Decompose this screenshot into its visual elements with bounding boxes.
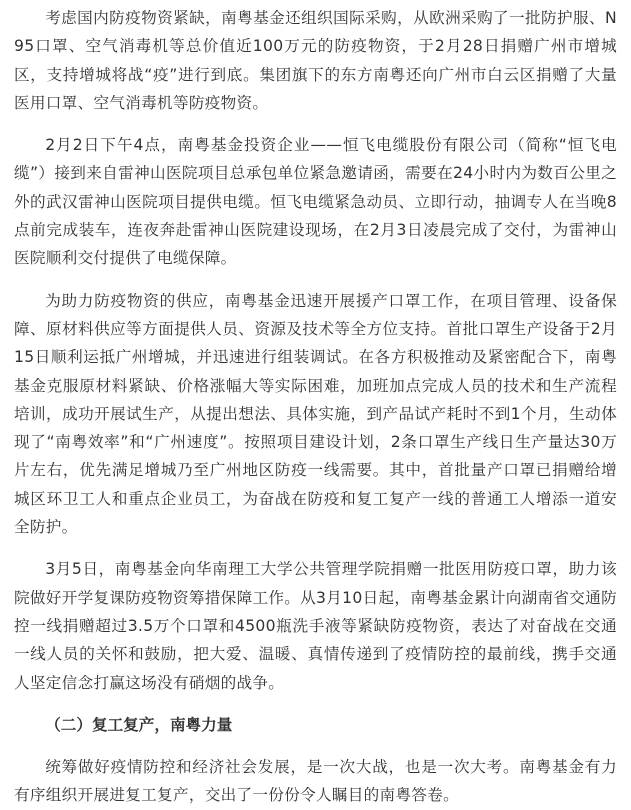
paragraph-closing: 统筹做好疫情防控和经济社会发展，是一次大战，也是一次大考。南粤基金有力有序组织开展进复工复产，交出了一份份令人瞩目的南粤答卷。 bbox=[14, 758, 617, 805]
paragraph-procurement: 考虑国内防疫物资紧缺，南粤基金还组织国际采购，从欧洲采购了一批防护服、N95口罩、空气消毒机等总价值近100万元的防疫物资，于2月28日捐赠广州市增城区，支持增城将战“疫”进行到底。集团旗下的东方南粤还向广州市白云区捐赠了大量医用口罩、空气消毒机等防疫物资。 bbox=[14, 9, 617, 112]
section-heading: （二）复工复产，南粤力量 bbox=[45, 715, 233, 734]
paragraph-donations: 3月5日，南粤基金向华南理工大学公共管理学院捐赠一批医用防疫口罩，助力该院做好开学复课防疫物资筹措保障工作。从3月10日起，南粤基金累计向湖南省交通防控一线捐赠超过3.5万个口罩和4500瓶洗手液等紧缺防疫物资，表达了对奋战在交通一线人员的关怀和鼓励，把大爱、温暖、真情传递到了疫情防控的最前线，携手交通人坚定信念打赢这场没有硝烟的战争。 bbox=[14, 560, 617, 692]
paragraph-hengfei-cable: 2月2日下午4点，南粤基金投资企业——恒飞电缆股份有限公司（简称“恒飞电缆”）接到来自雷神山医院项目总承包单位紧急邀请函，需要在24小时内为数百公里之外的武汉雷神山医院项目提供电缆。恒飞电缆紧急动员、立即行动，抽调专人在当晚8点前完成装车，连夜奔赴雷神山医院建设现场，在2月3日凌晨完成了交付，为雷神山医院顺利交付提供了电缆保障。 bbox=[14, 136, 617, 268]
paragraph-mask-production: 为助力防疫物资的供应，南粤基金迅速开展援产口罩工作，在项目管理、设备保障、原材料供应等方面提供人员、资源及技术等全方位支持。首批口罩生产设备于2月15日顺利运抵广州增城，并迅速进行组装调试。在各方积极推动及紧密配合下，南粤基金克服原材料紧缺、价格涨幅大等实际困难，加班加点完成人员的技术和生产流程培训，成功开展试生产，从提出想法、具体实施，到产品试产耗时不到1个月，生动体现了“南粤效率”和“广州速度”。按照项目建设计划，2条口罩生产线日生产量达30万片左右，优先满足增城乃至广州地区防疫一线需要。其中，首批量产口罩已捐赠给增城区环卫工人和重点企业员工，为奋战在防疫和复工复产一线的普通工人增添一道安全防护。 bbox=[14, 291, 617, 537]
